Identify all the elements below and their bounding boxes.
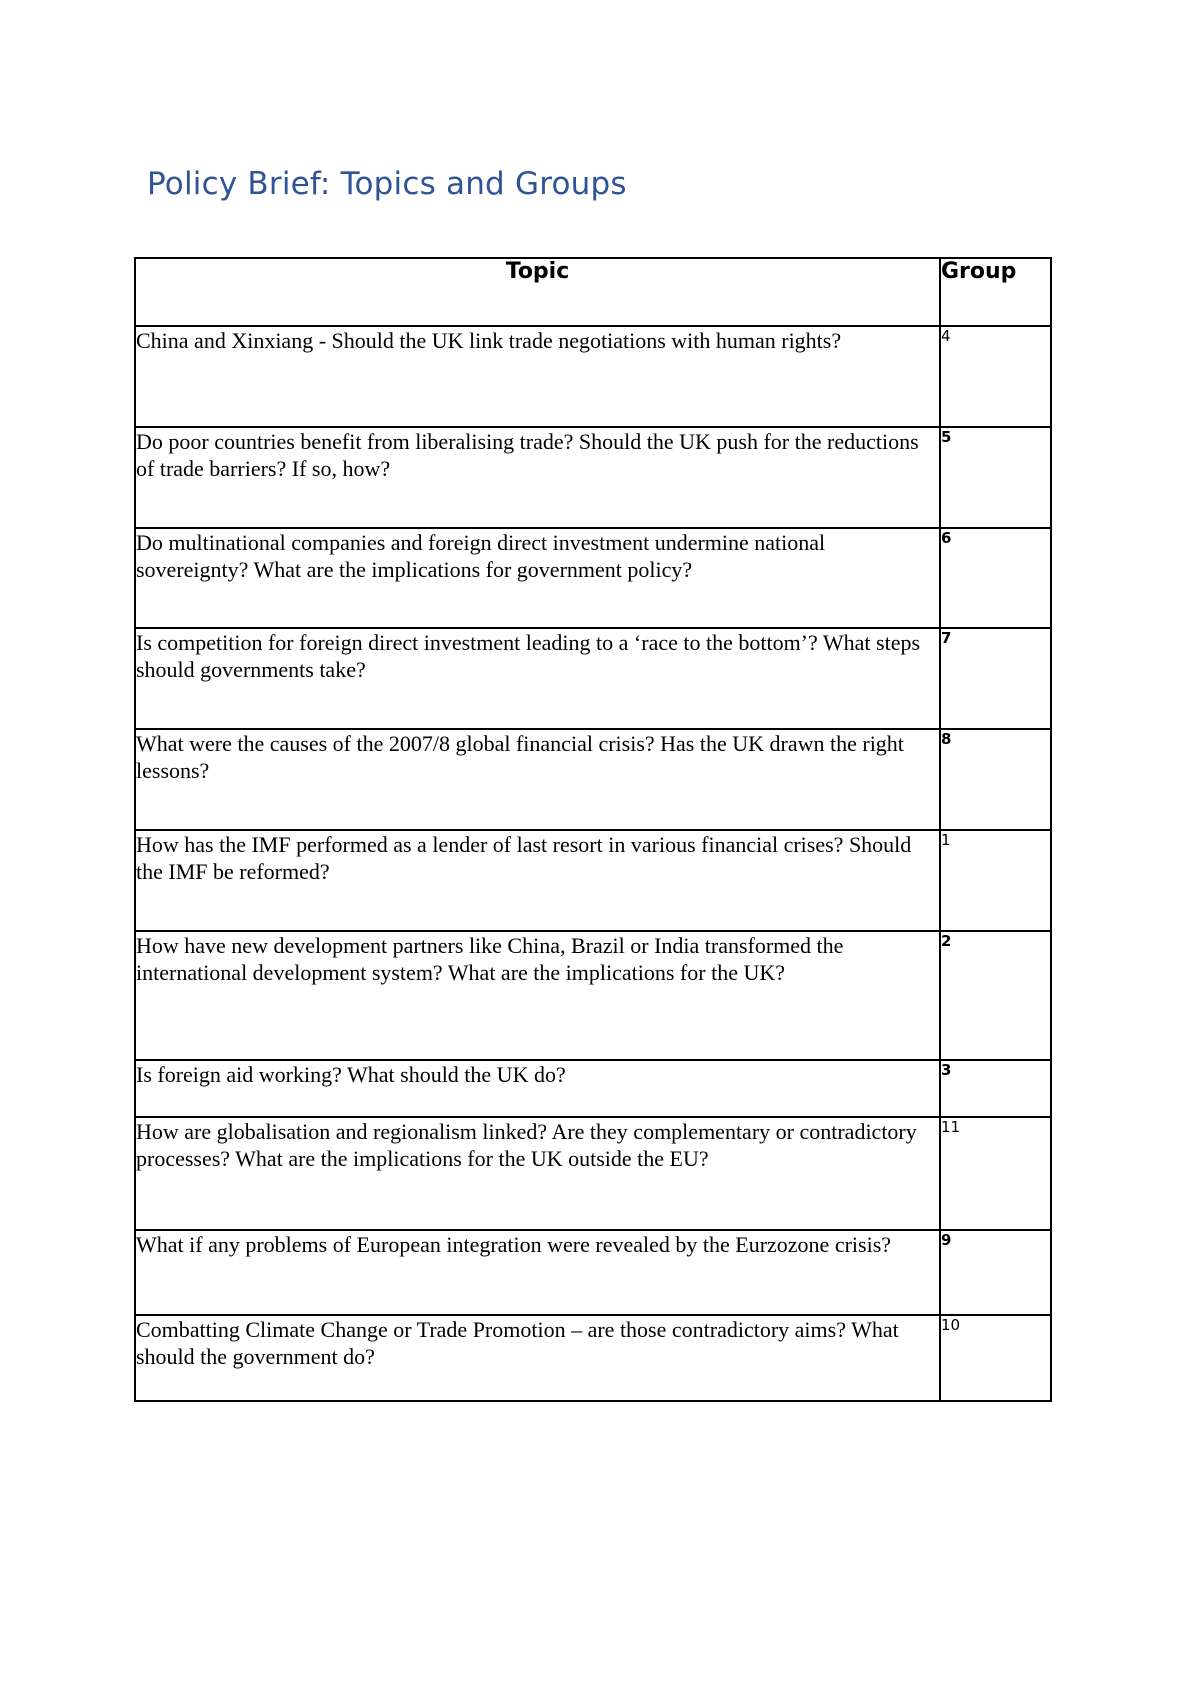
topic-cell: Is foreign aid working? What should the UK do? [135, 1060, 940, 1117]
group-cell: 5 [940, 427, 1051, 528]
topic-cell: Do poor countries benefit from liberalising trade? Should the UK push for the reductions of trade barriers? If so, how? [135, 427, 940, 528]
table-row [135, 1060, 1051, 1117]
table-row [135, 931, 1051, 1060]
topic-cell: How have new development partners like China, Brazil or India transformed the international development system? What are the implications for the UK? [135, 931, 940, 1060]
topic-cell: What were the causes of the 2007/8 global financial crisis? Has the UK drawn the right lessons? [135, 729, 940, 830]
page-title: Policy Brief: Topics and Groups [147, 166, 627, 202]
group-cell: 7 [940, 628, 1051, 729]
table-row [135, 528, 1051, 628]
group-cell: 9 [940, 1230, 1051, 1315]
group-column-header: Group [940, 258, 1051, 326]
topic-cell: Do multinational companies and foreign direct investment undermine national sovereignty? What are the implications for government policy? [135, 528, 940, 628]
topics-table [134, 257, 1052, 1402]
group-cell: 8 [940, 729, 1051, 830]
group-cell: 3 [940, 1060, 1051, 1117]
table-row [135, 729, 1051, 830]
group-cell: 10 [940, 1315, 1051, 1401]
topic-cell: What if any problems of European integration were revealed by the Eurzozone crisis? [135, 1230, 940, 1315]
group-cell: 6 [940, 528, 1051, 628]
topic-cell: How has the IMF performed as a lender of last resort in various financial crises? Should the IMF be reformed? [135, 830, 940, 931]
group-cell: 1 [940, 830, 1051, 931]
table-row [135, 1117, 1051, 1230]
table-header-row [135, 258, 1051, 326]
table-row [135, 326, 1051, 427]
table-row [135, 1315, 1051, 1401]
table-row [135, 628, 1051, 729]
topic-cell: How are globalisation and regionalism linked? Are they complementary or contradictory processes? What are the implications for the UK outside the EU? [135, 1117, 940, 1230]
topic-cell: China and Xinxiang - Should the UK link trade negotiations with human rights? [135, 326, 940, 427]
topic-cell: Combatting Climate Change or Trade Promotion – are those contradictory aims? What should the government do? [135, 1315, 940, 1401]
topic-cell: Is competition for foreign direct investment leading to a ‘race to the bottom’? What steps should governments take? [135, 628, 940, 729]
group-cell: 2 [940, 931, 1051, 1060]
group-cell: 11 [940, 1117, 1051, 1230]
group-cell: 4 [940, 326, 1051, 427]
table-row [135, 1230, 1051, 1315]
table-row [135, 830, 1051, 931]
topic-column-header: Topic [135, 258, 940, 326]
table-row [135, 427, 1051, 528]
